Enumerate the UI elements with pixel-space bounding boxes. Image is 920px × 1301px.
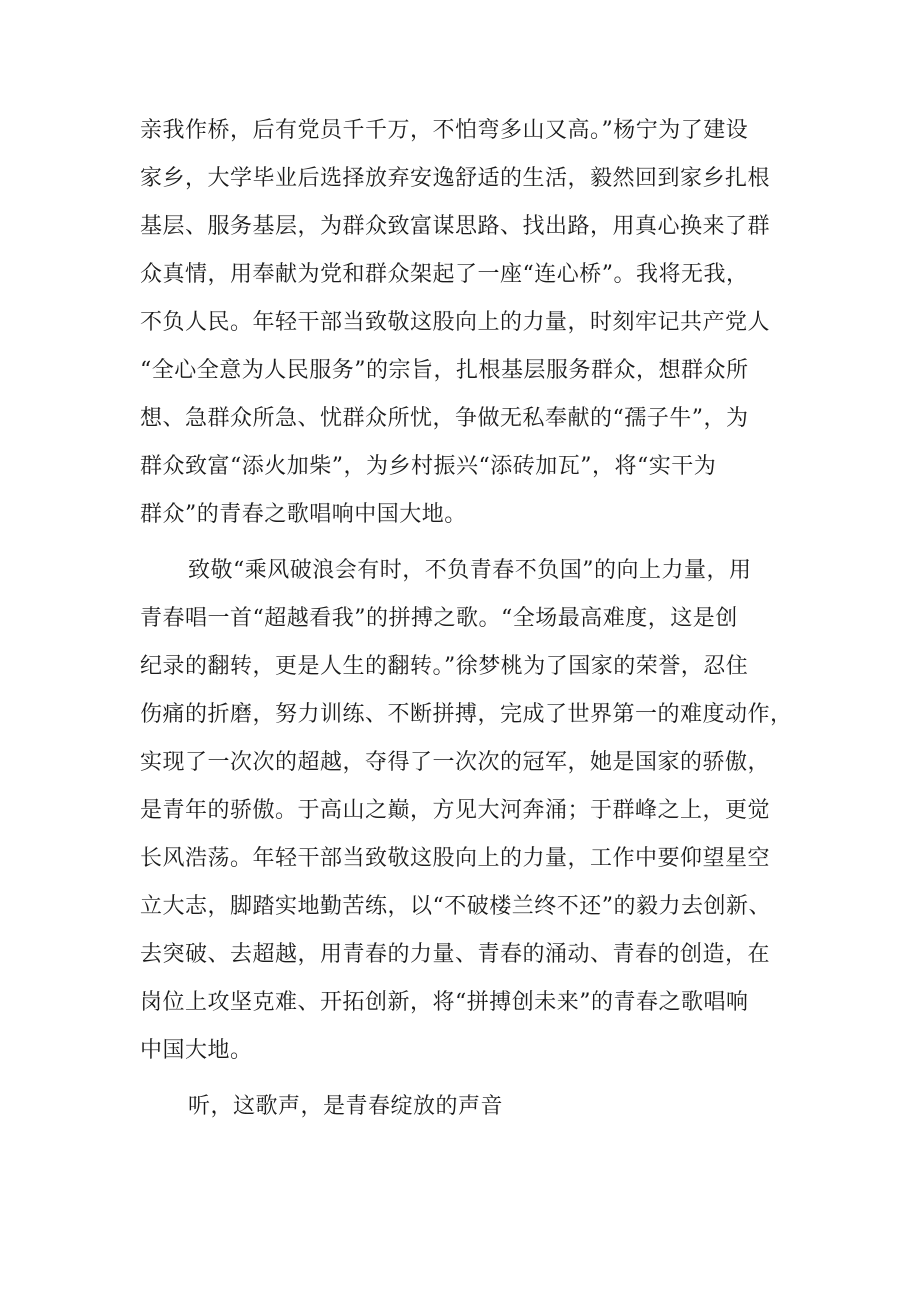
paragraph-2-line-8: 立大志，脚踏实地勤苦练，以“不破楼兰终不还”的毅力去创新、	[140, 894, 771, 919]
paragraph-1-line-4: 众真情，用奉献为党和群众架起了一座“连心桥”。我将无我，	[140, 262, 749, 287]
paragraph-2-line-10: 岗位上攻坚克难、开拓创新，将“拼搏创未来”的青春之歌唱响	[140, 990, 749, 1015]
paragraph-2-line-3: 纪录的翻转，更是人生的翻转。”徐梦桃为了国家的荣誉，忍住	[140, 654, 749, 679]
paragraph-2-line-6: 是青年的骄傲。于高山之巅，方见大河奔涌；于群峰之上，更觉	[140, 798, 771, 823]
paragraph-3-line-1: 听，这歌声，是青春绽放的声音	[188, 1094, 504, 1119]
paragraph-2-line-9: 去突破、去超越，用青春的力量、青春的涌动、青春的创造，在	[140, 942, 771, 967]
paragraph-2-line-11: 中国大地。	[140, 1038, 253, 1063]
paragraph-2-line-7: 长风浩荡。年轻干部当致敬这股向上的力量，工作中要仰望星空	[140, 846, 771, 871]
paragraph-1-line-1: 亲我作桥，后有党员千千万，不怕弯多山又高。”杨宁为了建设	[140, 118, 749, 143]
paragraph-1-line-8: 群众致富“添火加柴”，为乡村振兴“添砖加瓦”，将“实干为	[140, 454, 717, 479]
paragraph-1-line-9: 群众”的青春之歌唱响中国大地。	[140, 502, 467, 527]
paragraph-1-line-5: 不负人民。年轻干部当致敬这股向上的力量，时刻牢记共产党人	[140, 310, 771, 335]
paragraph-1-line-6: “全心全意为人民服务”的宗旨，扎根基层服务群众，想群众所	[140, 358, 749, 383]
paragraph-1-line-7: 想、急群众所急、忧群众所忧，争做无私奉献的“孺子牛”，为	[140, 406, 749, 431]
paragraph-2-line-1: 致敬“乘风破浪会有时，不负青春不负国”的向上力量，用	[188, 558, 752, 583]
paragraph-1-line-3: 基层、服务基层，为群众致富谋思路、找出路，用真心换来了群	[140, 214, 771, 239]
paragraph-2-line-5: 实现了一次次的超越，夺得了一次次的冠军，她是国家的骄傲，	[140, 750, 771, 775]
paragraph-1-line-2: 家乡，大学毕业后选择放弃安逸舒适的生活，毅然回到家乡扎根	[140, 166, 771, 191]
paragraph-2-line-4: 伤痛的折磨，努力训练、不断拼搏，完成了世界第一的难度动作，	[140, 702, 793, 727]
paragraph-2-line-2: 青春唱一首“超越看我”的拼搏之歌。“全场最高难度，这是创	[140, 606, 738, 631]
